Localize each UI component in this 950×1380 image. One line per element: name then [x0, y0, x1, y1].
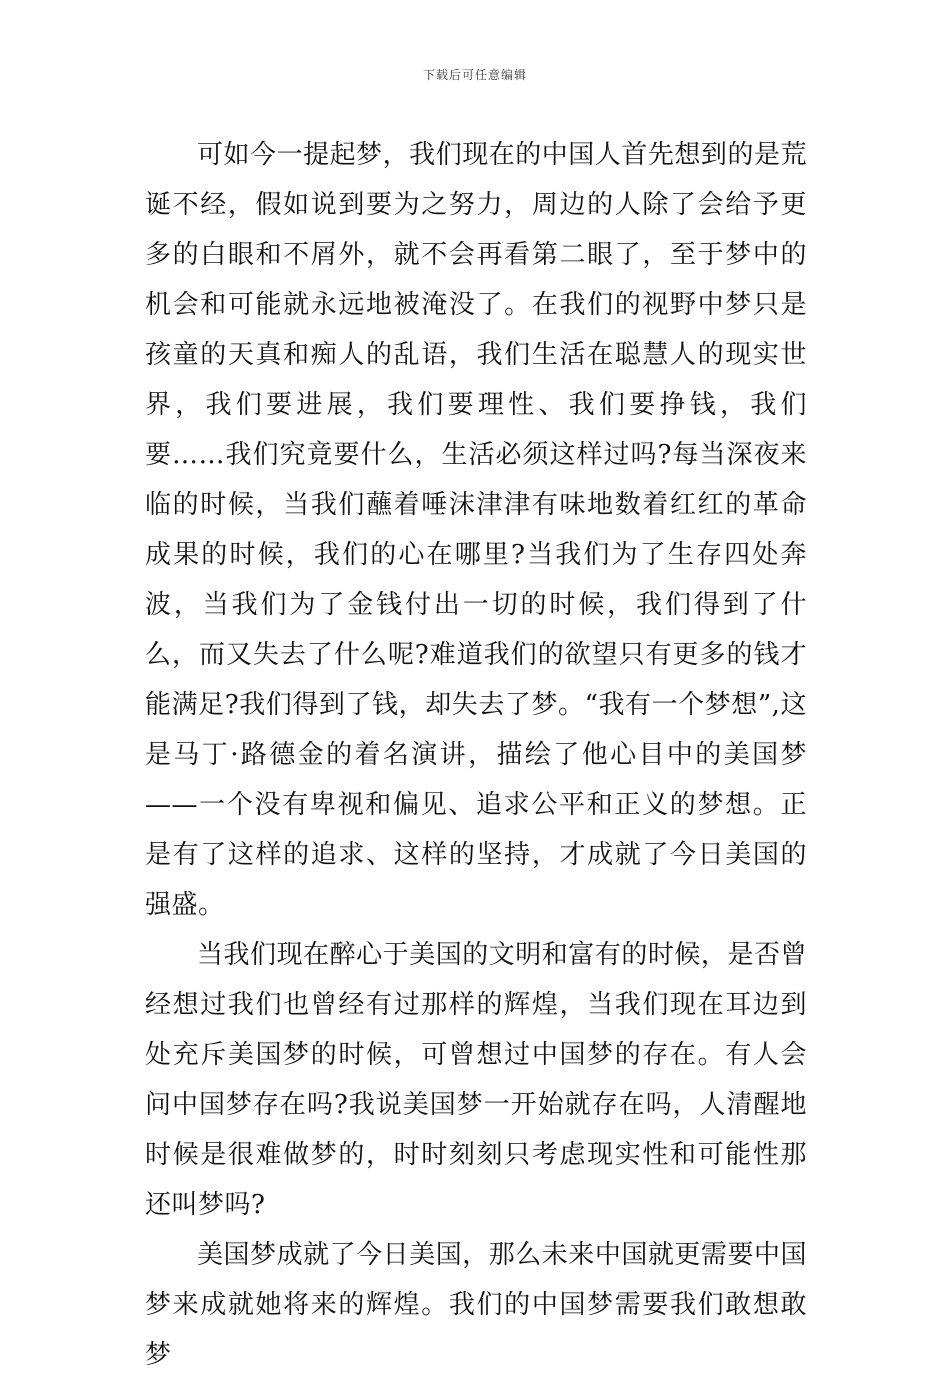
header-note: 下载后可任意编辑: [422, 68, 527, 82]
document-body: [145, 130, 807, 1380]
paragraph-1: 可如今一提起梦，我们现在的中国人首先想到的是荒诞不经，假如说到要为之努力，周边的人除了会给予更多的白眼和不屑外，就不会再看第二眼了，至于梦中的机会和可能就永远地被淹没了。在我们的视野中梦只是孩童的天真和痴人的乱语，我们生活在聪慧人的现实世界，我们要进展，我们要理性、我们要挣钱，我们要……我们究竟要什么，生活必须这样过吗?每当深夜来临的时候，当我们蘸着唾沫津津有味地数着红红的革命成果的时候，我们的心在哪里?当我们为了生存四处奔波，当我们为了金钱付出一切的时候，我们得到了什么，而又失去了什么呢?难道我们的欲望只有更多的钱才能满足?我们得到了钱，却失去了梦。“我有一个梦想”,这是马丁·路德金的着名演讲，描绘了他心目中的美国梦——一个没有卑视和偏见、追求公平和正义的梦想。正是有了这样的追求、这样的坚持，才成就了今日美国的强盛。: [145, 140, 807, 920]
paragraph-2: 当我们现在醉心于美国的文明和富有的时候，是否曾经想过我们也曾经有过那样的辉煌，当我们现在耳边到处充斥美国梦的时候，可曾想过中国梦的存在。有人会问中国梦存在吗?我说美国梦一开始就存在吗，人清醒地时候是很难做梦的，时时刻刻只考虑现实性和可能性那还叫梦吗?: [145, 940, 807, 1220]
paragraph-3: 美国梦成就了今日美国，那么未来中国就更需要中国梦来成就她将来的辉煌。我们的中国梦需要我们敢想敢梦: [145, 1240, 807, 1370]
